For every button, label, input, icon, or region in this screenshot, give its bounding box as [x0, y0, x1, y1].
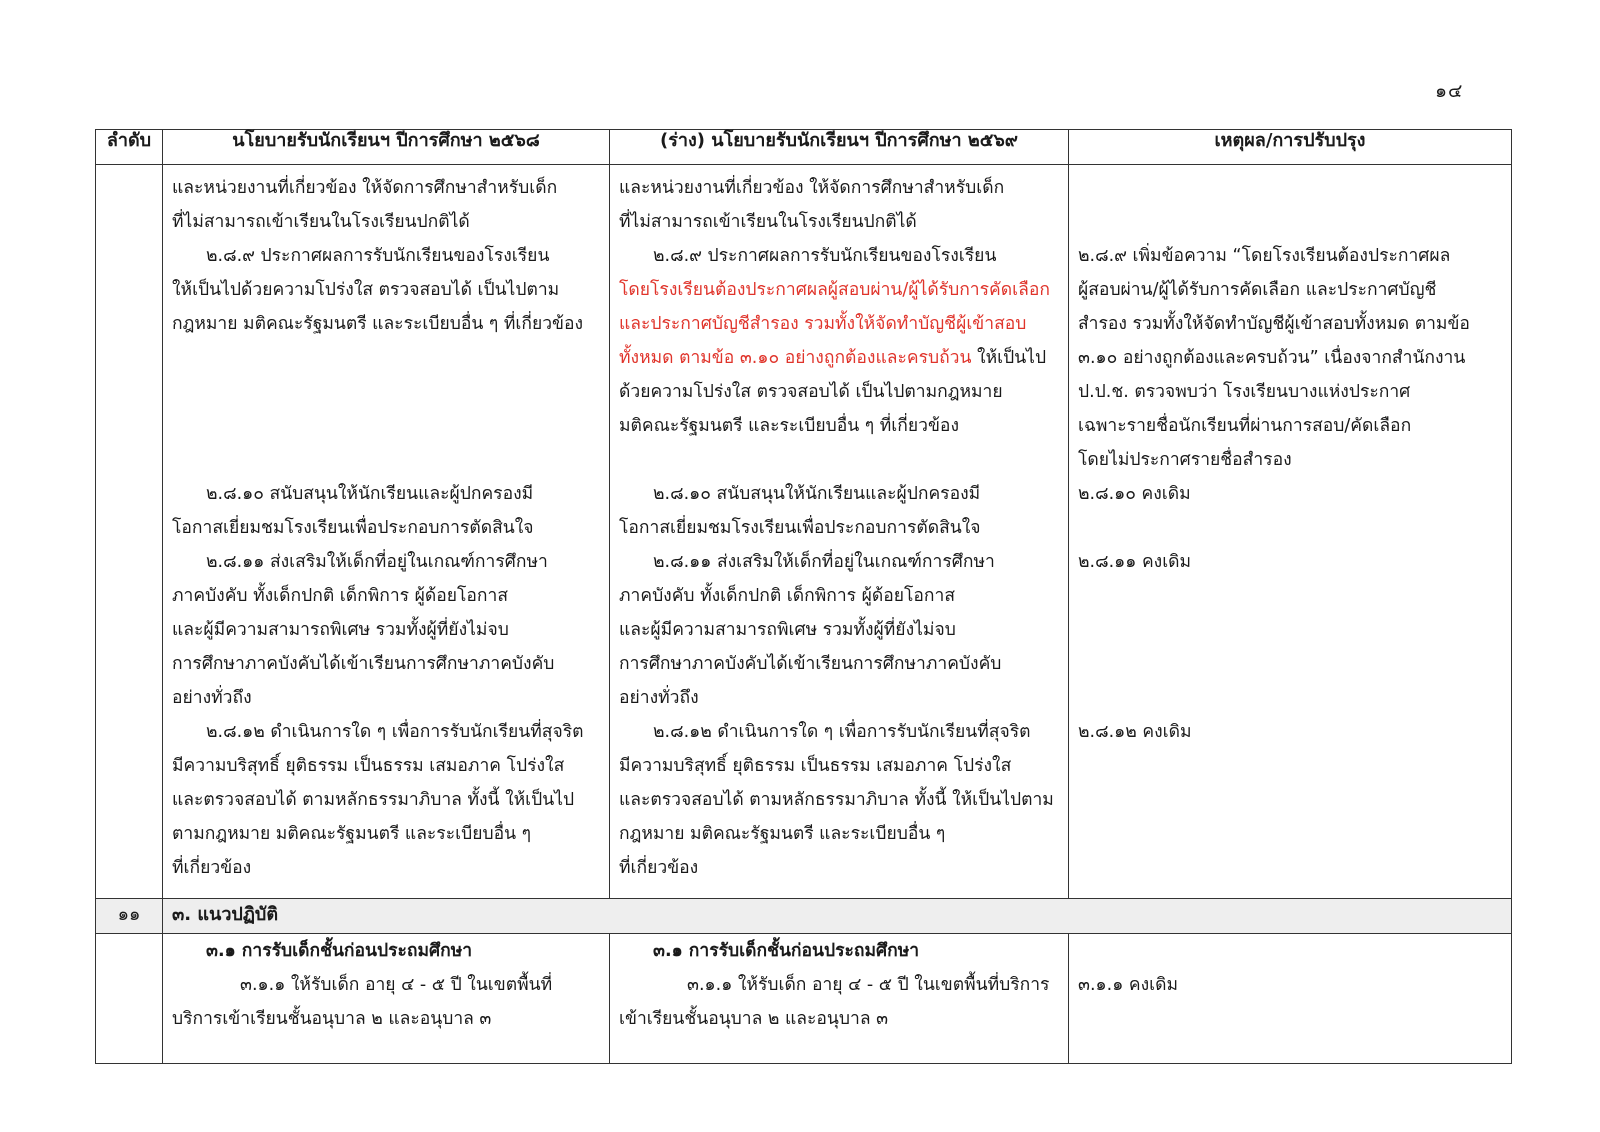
text-line [619, 341, 1059, 375]
text-line: ๒.๘.๑๒ ดำเนินการใด ๆ เพื่อการรับนักเรียนที่สุจริต [653, 722, 1031, 742]
text-line: และผู้มีความสามารถพิเศษ รวมทั้งผู้ที่ยังไม่จบ [619, 620, 956, 640]
text-line: โอกาสเยี่ยมชมโรงเรียนเพื่อประกอบการตัดสินใจ [619, 518, 981, 538]
text-line: และหน่วยงานที่เกี่ยวข้อง ให้จัดการศึกษาสำหรับเด็ก [619, 178, 1005, 198]
text-line: ตามกฎหมาย มติคณะรัฐมนตรี และระเบียบอื่น ๆ [172, 824, 531, 844]
text-line: ๒.๘.๙ ประกาศผลการรับนักเรียนของโรงเรียน [653, 246, 997, 266]
text-line: และหน่วยงานที่เกี่ยวข้อง ให้จัดการศึกษาสำหรับเด็ก [172, 178, 558, 198]
text-span: ให้เป็นไป [971, 348, 1047, 368]
text-line: ให้เป็นไปด้วยความโปร่งใส ตรวจสอบได้ เป็นไปตาม [172, 280, 560, 300]
text-line: มีความบริสุทธิ์ ยุติธรรม เป็นธรรม เสมอภาค โปร่งใส [172, 756, 565, 776]
section-number: ๑๑ [96, 899, 163, 934]
text-line: ๒.๘.๑๑ ส่งเสริมให้เด็กที่อยู่ในเกณฑ์การศึกษา [206, 552, 548, 572]
text-line: ๒.๘.๑๐ สนับสนุนให้นักเรียนและผู้ปกครองมี [653, 484, 981, 504]
text-line: ๒.๘.๑๑ ส่งเสริมให้เด็กที่อยู่ในเกณฑ์การศึกษา [653, 552, 995, 572]
header-reason: เหตุผล/การปรับปรุง [1069, 130, 1512, 165]
text-line: และตรวจสอบได้ ตามหลักธรรมาภิบาล ทั้งนี้ ให้เป็นไปตาม [619, 790, 1054, 810]
text-line: ๒.๘.๑๐ สนับสนุนให้นักเรียนและผู้ปกครองมี [206, 484, 534, 504]
draft-policy-2569-cell [610, 934, 1069, 1064]
text-line: ภาคบังคับ ทั้งเด็กปกติ เด็กพิการ ผู้ด้อยโอกาส [619, 586, 956, 606]
policy-comparison-table [95, 129, 1512, 1064]
text-line: โดยไม่ประกาศรายชื่อสำรอง [1078, 450, 1292, 470]
subsection-title: ๓.๑ การรับเด็กชั้นก่อนประถมศึกษา [206, 941, 473, 961]
text-line: ที่เกี่ยวข้อง [619, 858, 699, 878]
text-line: และผู้มีความสามารถพิเศษ รวมทั้งผู้ที่ยังไม่จบ [172, 620, 509, 640]
text-line: ป.ป.ช. ตรวจพบว่า โรงเรียนบางแห่งประกาศ [1078, 382, 1411, 402]
text-line: มีความบริสุทธิ์ ยุติธรรม เป็นธรรม เสมอภาค โปร่งใส [619, 756, 1012, 776]
subsection-title: ๓.๑ การรับเด็กชั้นก่อนประถมศึกษา [653, 941, 920, 961]
text-line: ที่ไม่สามารถเข้าเรียนในโรงเรียนปกติได้ [619, 212, 917, 232]
header-policy-2568: นโยบายรับนักเรียนฯ ปีการศึกษา ๒๕๖๘ [163, 130, 610, 165]
text-line: สำรอง รวมทั้งให้จัดทำบัญชีผู้เข้าสอบทั้งหมด ตามข้อ [1078, 314, 1470, 334]
text-line: บริการเข้าเรียนชั้นอนุบาล ๒ และอนุบาล ๓ [172, 1009, 492, 1029]
policy-2568-cell [163, 165, 610, 899]
added-text: ทั้งหมด ตามข้อ ๓.๑๐ อย่างถูกต้องและครบถ้วน [619, 348, 972, 368]
added-text-line: โดยโรงเรียนต้องประกาศผลผู้สอบผ่าน/ผู้ได้รับการคัดเลือก [619, 280, 1050, 300]
text-line: ๓.๑๐ อย่างถูกต้องและครบถ้วน” เนื่องจากสำนักงาน [1078, 348, 1466, 368]
text-line: อย่างทั่วถึง [172, 688, 252, 708]
text-line: อย่างทั่วถึง [619, 688, 699, 708]
order-cell [96, 934, 163, 1064]
text-line: ผู้สอบผ่าน/ผู้ได้รับการคัดเลือก และประกาศบัญชี [1078, 280, 1437, 300]
reason-cell [1069, 165, 1512, 899]
text-line: ๓.๑.๑ คงเดิม [1078, 975, 1179, 995]
text-line: มติคณะรัฐมนตรี และระเบียบอื่น ๆ ที่เกี่ยวข้อง [619, 416, 959, 436]
text-line: เข้าเรียนชั้นอนุบาล ๒ และอนุบาล ๓ [619, 1009, 889, 1029]
text-line: ๒.๘.๑๐ คงเดิม [1078, 484, 1191, 504]
table-row [96, 165, 1512, 899]
page-number: ๑๔ [1435, 80, 1464, 102]
header-draft-policy-2569: (ร่าง) นโยบายรับนักเรียนฯ ปีการศึกษา ๒๕๖๙ [610, 130, 1069, 165]
text-line: ๒.๘.๑๒ ดำเนินการใด ๆ เพื่อการรับนักเรียนที่สุจริต [206, 722, 584, 742]
policy-2568-cell [163, 934, 610, 1064]
order-cell [96, 165, 163, 899]
text-line: ๓.๑.๑ ให้รับเด็ก อายุ ๔ - ๕ ปี ในเขตพื้นที่ [240, 975, 553, 995]
text-line: ๒.๘.๙ เพิ่มข้อความ “โดยโรงเรียนต้องประกาศผล [1078, 246, 1451, 266]
text-line: โอกาสเยี่ยมชมโรงเรียนเพื่อประกอบการตัดสินใจ [172, 518, 534, 538]
text-line: กฎหมาย มติคณะรัฐมนตรี และระเบียบอื่น ๆ ที่เกี่ยวข้อง [172, 314, 584, 334]
table-row [96, 934, 1512, 1064]
text-line: ที่ไม่สามารถเข้าเรียนในโรงเรียนปกติได้ [172, 212, 470, 232]
draft-policy-2569-cell [610, 165, 1069, 899]
text-line: การศึกษาภาคบังคับได้เข้าเรียนการศึกษาภาคบังคับ [172, 654, 555, 674]
text-line: และตรวจสอบได้ ตามหลักธรรมาภิบาล ทั้งนี้ ให้เป็นไป [172, 790, 575, 810]
text-line: เฉพาะรายชื่อนักเรียนที่ผ่านการสอบ/คัดเลือก [1078, 416, 1412, 436]
text-line: ที่เกี่ยวข้อง [172, 858, 252, 878]
text-line: ด้วยความโปร่งใส ตรวจสอบได้ เป็นไปตามกฎหมาย [619, 382, 1003, 402]
reason-cell [1069, 934, 1512, 1064]
text-line: กฎหมาย มติคณะรัฐมนตรี และระเบียบอื่น ๆ [619, 824, 946, 844]
section-title: ๓. แนวปฏิบัติ [163, 899, 1512, 934]
text-line: ๒.๘.๙ ประกาศผลการรับนักเรียนของโรงเรียน [206, 246, 550, 266]
text-line: ๒.๘.๑๒ คงเดิม [1078, 722, 1192, 742]
added-text-line: และประกาศบัญชีสำรอง รวมทั้งให้จัดทำบัญชีผู้เข้าสอบ [619, 314, 1027, 334]
text-line: ภาคบังคับ ทั้งเด็กปกติ เด็กพิการ ผู้ด้อยโอกาส [172, 586, 509, 606]
header-order: ลำดับ [96, 130, 163, 165]
text-line: การศึกษาภาคบังคับได้เข้าเรียนการศึกษาภาคบังคับ [619, 654, 1002, 674]
section-row [96, 899, 1512, 934]
text-line: ๓.๑.๑ ให้รับเด็ก อายุ ๔ - ๕ ปี ในเขตพื้นที่บริการ [687, 975, 1050, 995]
table-header-row [96, 130, 1512, 165]
text-line: ๒.๘.๑๑ คงเดิม [1078, 552, 1192, 572]
